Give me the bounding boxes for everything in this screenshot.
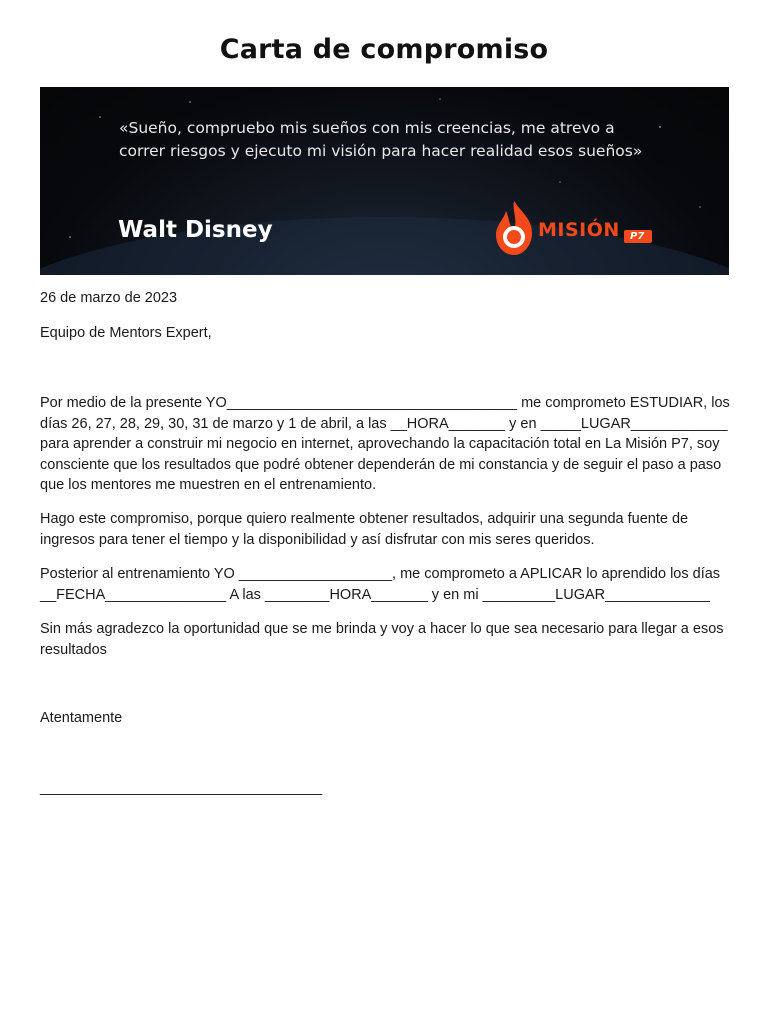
paragraph-thanks: Sin más agradezco la oportunidad que se me brinda y voy a hacer lo que sea necesario para llegar a esos resultados <box>40 621 724 658</box>
mision-p7-logo <box>492 199 682 259</box>
page-title: Carta de compromiso <box>219 34 549 65</box>
letter-date: 26 de marzo de 2023 <box>40 290 178 306</box>
flame-icon <box>492 199 538 259</box>
paragraph-motivation: Hago este compromiso, porque quiero realmente obtener resultados, adquirir una segunda fuente de ingresos para tener el tiempo y la disponibilidad y así disfrutar con mis seres queridos. <box>40 511 689 548</box>
logo-text: MISIÓN <box>538 219 620 241</box>
signature-line: ___________________________________ <box>40 780 323 796</box>
letter-closing: Atentamente <box>40 710 123 726</box>
letter-greeting: Equipo de Mentors Expert, <box>40 325 212 341</box>
banner-author: Walt Disney <box>118 217 273 243</box>
paragraph-study-commitment: Por medio de la presente YO____________________________________ me comprometo ESTUDIAR, los días 26, 27, 28, 29, 30, 31 de marzo y 1 de abril, a las __HORA_______ y en _____LUGAR____________ para aprender a construir mi negocio en internet, aprovechando la capacitación total en La Misión P7, soy consciente que los resultados que podré obtener dependerán de mi constancia y de seguir el paso a paso que los mentores me muestren en el entrenamiento. <box>40 395 730 493</box>
quote-banner <box>40 87 729 275</box>
paragraph-apply-commitment: Posterior al entrenamiento YO ___________________, me comprometo a APLICAR lo aprendido los días __FECHA_______________ A las ________HORA_______ y en mi _________LUGAR_____________ <box>40 566 721 603</box>
banner-quote: «Sueño, compruebo mis sueños con mis creencias, me atrevo a correr riesgos y ejecuto mi visión para hacer realidad esos sueños» <box>119 119 643 160</box>
logo-badge: P7 <box>624 230 652 243</box>
